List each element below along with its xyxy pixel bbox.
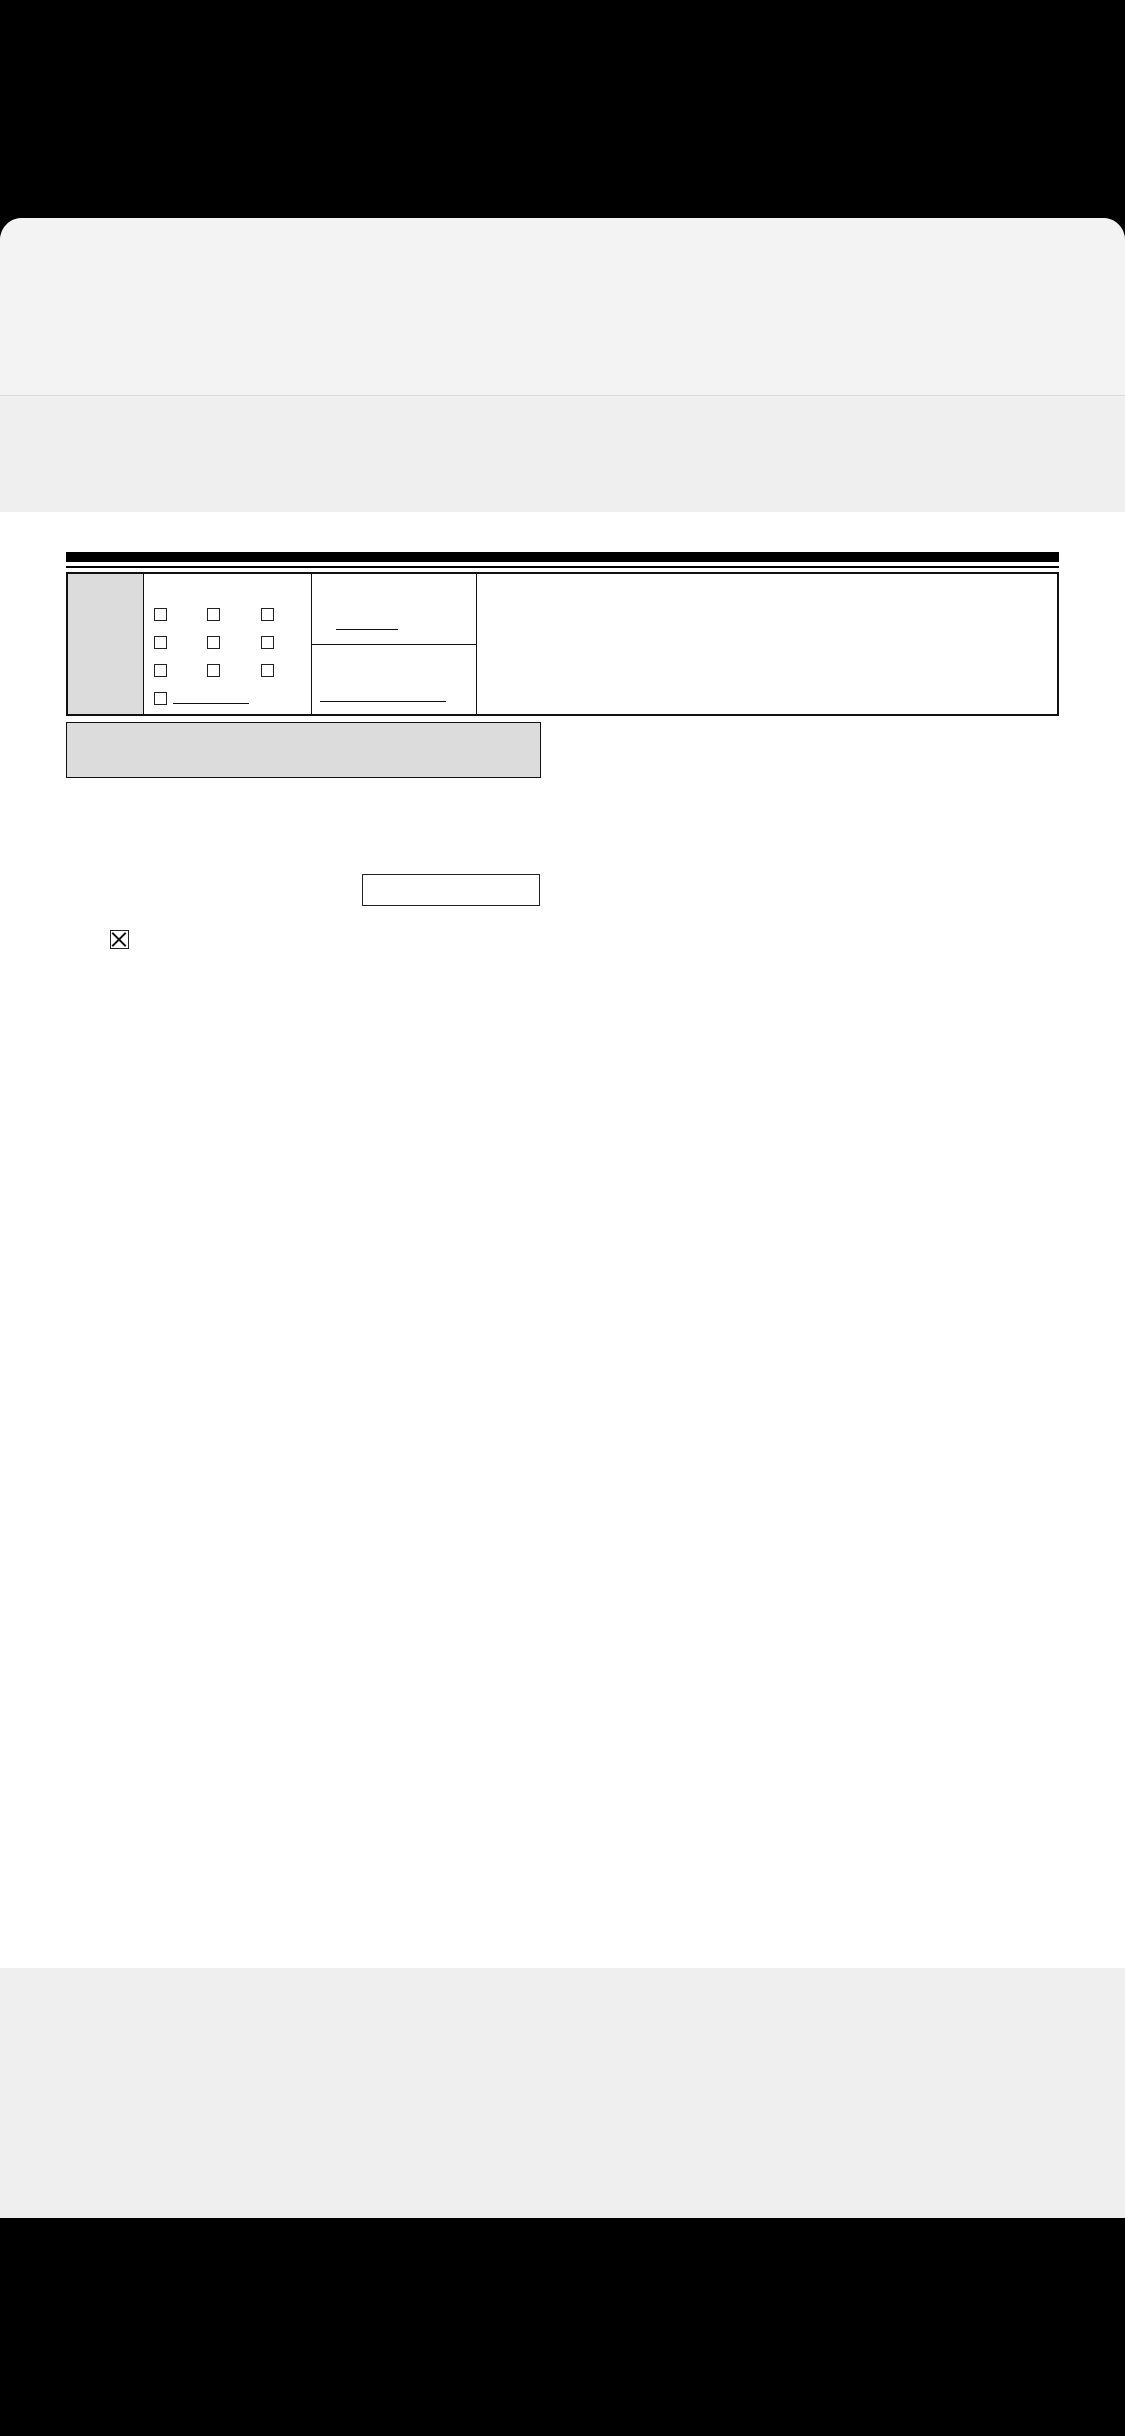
size-row-3 xyxy=(154,660,280,682)
top-rule xyxy=(66,552,1059,562)
q21-checkbox-wrap xyxy=(110,930,129,951)
size-row-2 xyxy=(154,632,280,654)
size-checkbox[interactable] xyxy=(154,608,167,621)
year-row xyxy=(336,614,398,636)
top-rule-thin xyxy=(66,566,1059,568)
household-income-field[interactable] xyxy=(362,874,540,906)
year-value xyxy=(336,629,398,630)
size-checkbox[interactable] xyxy=(154,636,167,649)
poverty-line-blank xyxy=(320,701,446,702)
size-row-1 xyxy=(154,604,280,626)
other-checkbox[interactable] xyxy=(154,692,167,705)
part6-header xyxy=(66,722,541,778)
size-checkbox[interactable] xyxy=(154,664,167,677)
size-checkbox[interactable] xyxy=(207,608,220,621)
document-sheet xyxy=(0,218,1125,2218)
uscis-use-only-box xyxy=(66,572,1059,716)
size-row-other xyxy=(154,688,249,710)
q21-checkbox[interactable] xyxy=(110,930,129,949)
uscis-label-cell xyxy=(68,574,144,714)
poverty-line-row xyxy=(320,686,446,708)
household-size-cell xyxy=(144,574,312,714)
size-checkbox[interactable] xyxy=(207,636,220,649)
size-checkbox[interactable] xyxy=(207,664,220,677)
other-blank xyxy=(173,703,249,704)
size-checkbox[interactable] xyxy=(261,636,274,649)
cell-divider xyxy=(312,644,476,645)
size-checkbox[interactable] xyxy=(261,608,274,621)
poverty-guideline-cell xyxy=(312,574,477,714)
form-page xyxy=(0,512,1125,1968)
size-checkbox[interactable] xyxy=(261,664,274,677)
top-navigation-bar xyxy=(0,218,1125,396)
